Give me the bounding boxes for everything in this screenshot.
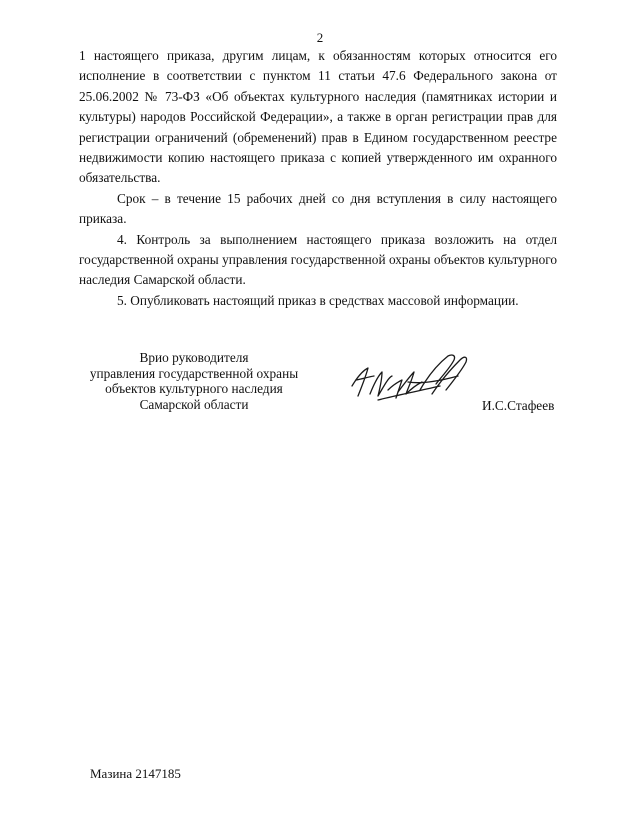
paragraph-item-5: 5. Опубликовать настоящий приказ в средствах массовой информации. bbox=[117, 292, 519, 308]
paragraph-item-4: 4. Контроль за выполнением настоящего приказа возложить на отдел государственной охраны управления государственной охраны объектов культурного наследия Самарской области. bbox=[79, 231, 557, 288]
signatory-title-line: Врио руководителя bbox=[139, 350, 249, 365]
paragraph-continuation: 1 настоящего приказа, другим лицам, к обязанностям которых относится его исполнение в соответствии с пунктом 11 статьи 47.6 Федерального закона от 25.06.2002 № 73-ФЗ «Об объектах культурного наследия (памятниках истории и культуры) народов Российской Федерации», а также в орган регистрации прав для регистрации ограничений (обременений) прав в Едином государственном реестре недвижимости копию настоящего приказа с копией утвержденного им охранного обязательства. bbox=[79, 48, 557, 186]
signatory-title-line: Самарской области bbox=[139, 396, 249, 412]
signatory-title-line: управления государственной охраны bbox=[89, 365, 299, 381]
paragraph-deadline: Срок – в течение 15 рабочих дней со дня вступления в силу настоящего приказа. bbox=[79, 190, 557, 227]
handwritten-signature bbox=[348, 346, 473, 412]
page-number: 2 bbox=[316, 30, 324, 45]
document-body bbox=[79, 46, 557, 311]
signatory-title bbox=[84, 350, 304, 412]
signer-name: И.С.Стафеев bbox=[482, 398, 555, 413]
signatory-title-line: объектов культурного наследия bbox=[105, 381, 283, 396]
executor-footer: Мазина 2147185 bbox=[90, 766, 181, 781]
